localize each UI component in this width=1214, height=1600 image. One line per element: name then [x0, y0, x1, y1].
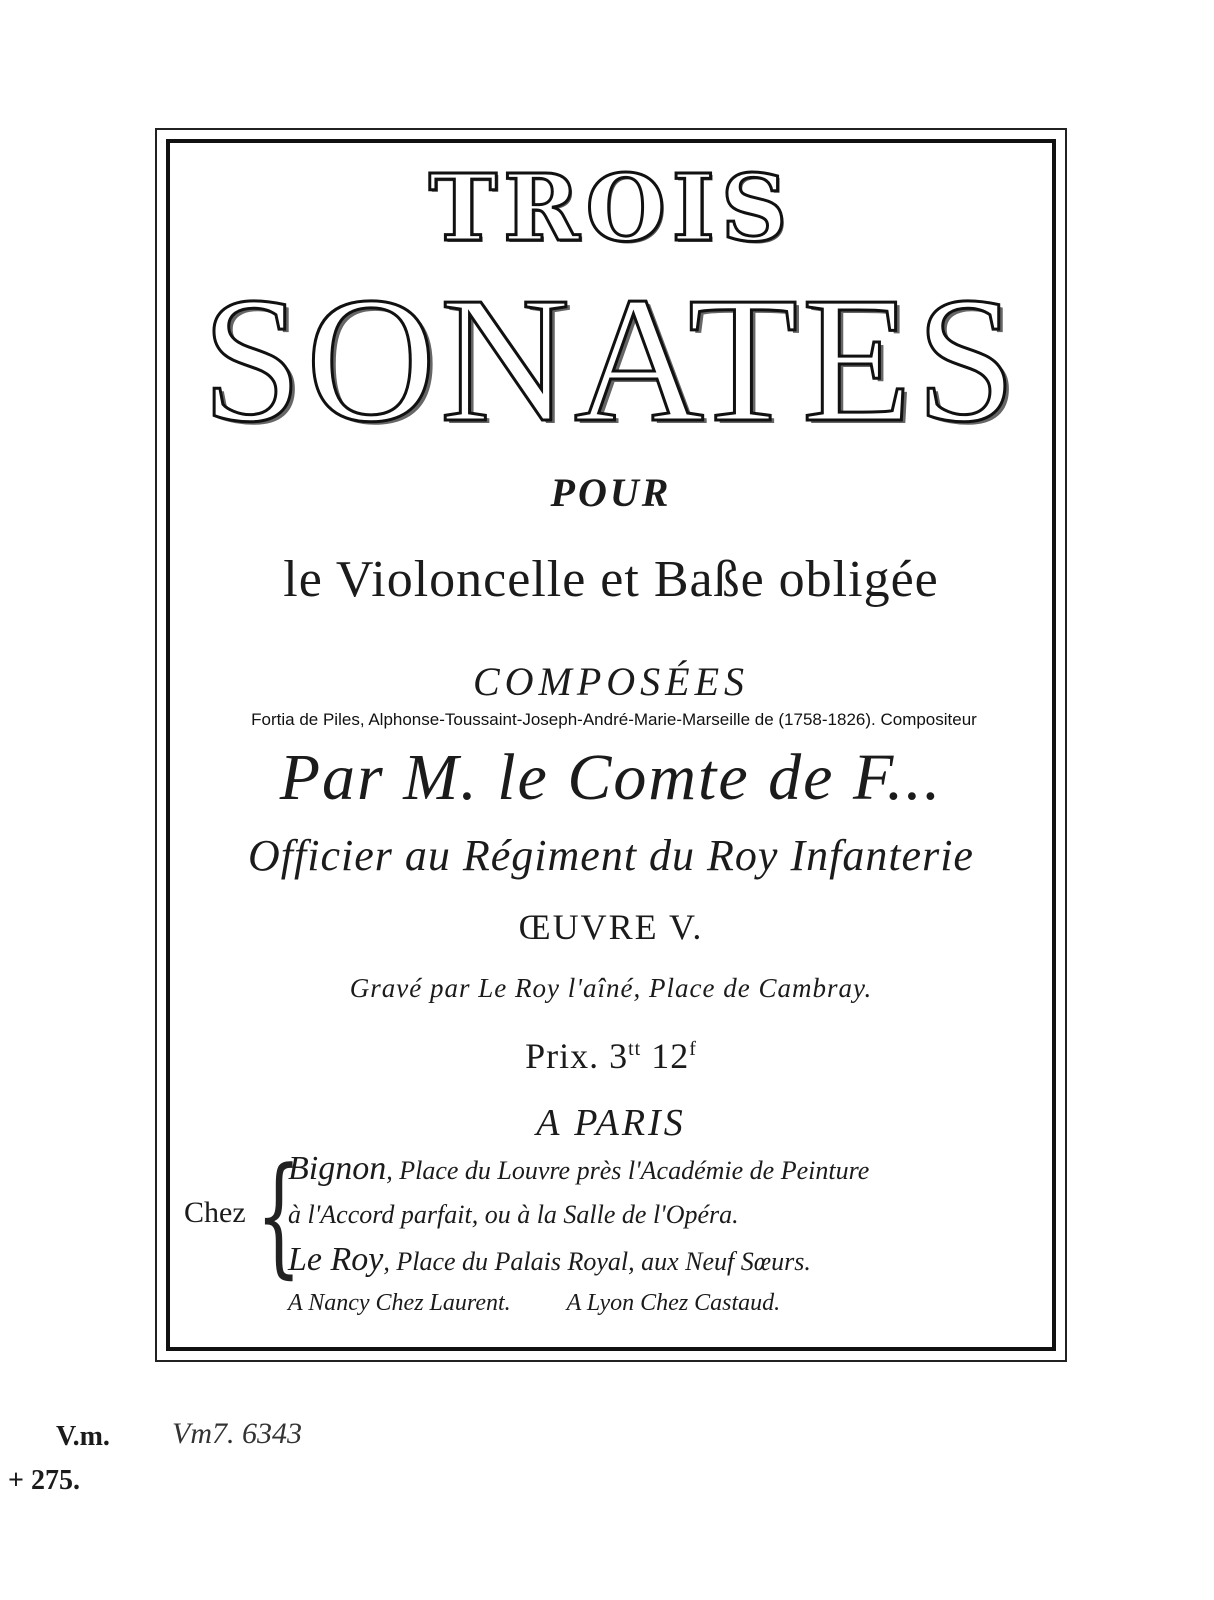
chez-label: Chez [184, 1196, 246, 1229]
catalog-composer-note: Fortia de Piles, Alphonse-Toussaint-Joseph-André-Marie-Marseille de (1758-1826). Compositeur [251, 710, 977, 729]
shelfmark-number: + 275. [8, 1465, 80, 1496]
price-amount-sols: 12 [641, 1036, 690, 1076]
seller-lyon: A Lyon Chez Castaud. [566, 1290, 781, 1316]
seller-bignon [288, 1150, 869, 1188]
officer-line: Officier au Régiment du Roy Infanterie [248, 831, 974, 880]
price-line [166, 1024, 1056, 1081]
title-trois: TROIS [428, 154, 794, 262]
seller-leroy [288, 1241, 811, 1279]
seller-nancy: A Nancy Chez Laurent. [288, 1290, 511, 1316]
instrumentation-line: le Violoncelle et Baße obligée [283, 551, 939, 608]
price-unit-livres: tt [628, 1038, 642, 1060]
seller-leroy-name: Le Roy [288, 1241, 384, 1278]
regional-sellers [288, 1290, 780, 1317]
shelfmark-handwritten: Vm7. 6343 [172, 1417, 302, 1450]
seller-bignon-address: , Place du Louvre près l'Académie de Peinture [386, 1156, 870, 1185]
composer-line: Par M. le Comte de F... [279, 741, 943, 814]
brace-glyph: { [256, 1139, 302, 1291]
composees-line: COMPOSÉES [472, 659, 750, 704]
shelfmark-vm: V.m. [56, 1421, 110, 1452]
engraver-line: Gravé par Le Roy l'aîné, Place de Cambray. [349, 973, 873, 1003]
seller-leroy-address: , Place du Palais Royal, aux Neuf Sœurs. [383, 1247, 811, 1276]
opus-line: ŒUVRE V. [518, 907, 704, 947]
title-sonates: SONATES [201, 260, 1021, 459]
place-paris: A PARIS [536, 1102, 686, 1144]
price-label: Prix. 3 [525, 1036, 629, 1076]
subtitle-pour: POUR [550, 470, 672, 515]
seller-bignon-name: Bignon [288, 1150, 387, 1187]
price-unit-sols: f [689, 1038, 697, 1060]
seller-accord-line: à l'Accord parfait, ou à la Salle de l'Opéra. [288, 1200, 739, 1229]
